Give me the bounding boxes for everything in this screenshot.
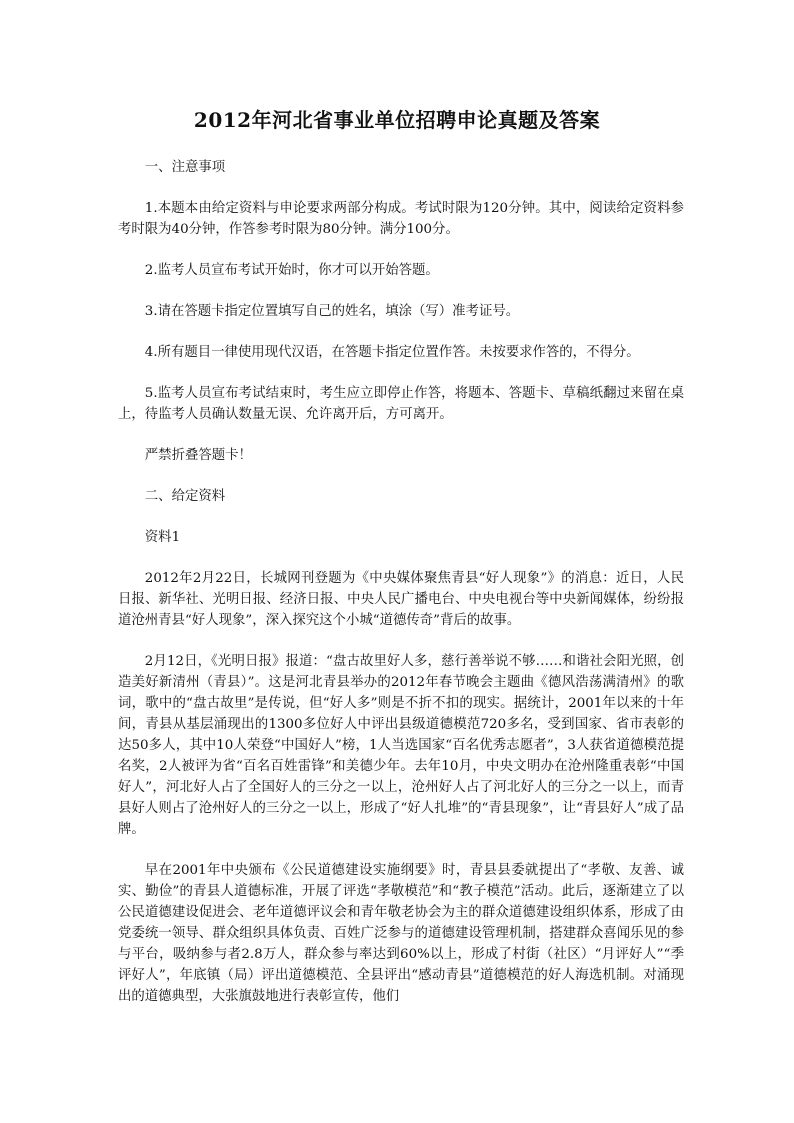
note-item-2: 2.监考人员宣布考试开始时，你才可以开始答题。 [144,263,439,278]
section-heading-materials: 二、给定资料 [144,489,226,504]
note-item-3: 3.请在答题卡指定位置填写自己的姓名，填涂（写）准考证号。 [144,304,520,319]
material-paragraph-1: 2012年2月22日，长城网刊登题为《中央媒体聚焦青县“好人现象”》的消息：近日，人民日报、新华社、光明日报、经济日报、中央人民广播电台、中央电视台等中央新闻媒体，纷纷报道沧州青县“好人现象”，深入探究这个小城“道德传奇”背后的故事。 [118,571,684,628]
section-heading-notes: 一、注意事项 [144,160,226,175]
material-paragraph-2: 2月12日，《光明日报》报道：“盘古故里好人多，慈行善举说不够……和谐社会阳光照，创造美好新清州（青县）”。这是河北青县举办的2012年春节晚会主题曲《德风浩荡满清州》的歌词，歌中的“盘古故里”是传说，但“好人多”则是不折不扣的现实。据统计，2001年以来的十年间，青县从基层涌现出的1300多位好人中评出县级道德模范720多名，受到国家、省市表彰的达50多人，其中10人荣登“中国好人”榜，1人当选国家“百名优秀志愿者”，3人获省道德模范提名奖，2人被评为省“百名百姓雷锋”和美德少年。去年10月，中央文明办在沧州隆重表彰“中国好人”，河北好人占了全国好人的三分之一以上，沧州好人占了河北好人的三分之一以上，而青县好人则占了沧州好人的三分之一以上，形成了“好人扎堆”的“青县现象”，让“青县好人”成了品牌。 [118,654,684,837]
material-label-1: 资料1 [144,530,181,545]
document-title: 2012年河北省事业单位招聘申论真题及答案 [193,108,601,132]
note-item-5: 5.监考人员宣布考试结束时，考生应立即停止作答，将题本、答题卡、草稿纸翻过来留在桌上，待监考人员确认数量无误、允许离开后，方可离开。 [118,386,684,422]
document-body [118,157,684,1027]
material-paragraph-3: 早在2001年中央颁布《公民道德建设实施纲要》时，青县县委就提出了“孝敬、友善、诚实、勤俭”的青县人道德标准，开展了评选“孝敬模范”和“教子模范”活动。此后，逐渐建立了以公民道德建设促进会、老年道德评议会和青年敬老协会为主的群众道德建设组织体系，形成了由党委统一领导、群众组织具体负责、百姓广泛参与的道德建设管理机制，搭建群众喜闻乐见的参与平台，吸纳参与者2.8万人，群众参与率达到60%以上，形成了村街（社区）“月评好人”“季评好人”，年底镇（局）评出道德模范、全县评出“感动青县”道德模范的好人海选机制。对涌现出的道德典型，大张旗鼓地进行表彰宣传，他们 [118,863,684,1004]
note-item-4: 4.所有题目一律使用现代汉语，在答题卡指定位置作答。未按要求作答的，不得分。 [144,345,640,360]
warning-text: 严禁折叠答题卡！ [144,448,252,463]
note-item-1: 1.本题本由给定资料与申论要求两部分构成。考试时限为120分钟。其中，阅读给定资料参考时限为40分钟，作答参考时限为80分钟。满分100分。 [118,201,684,237]
